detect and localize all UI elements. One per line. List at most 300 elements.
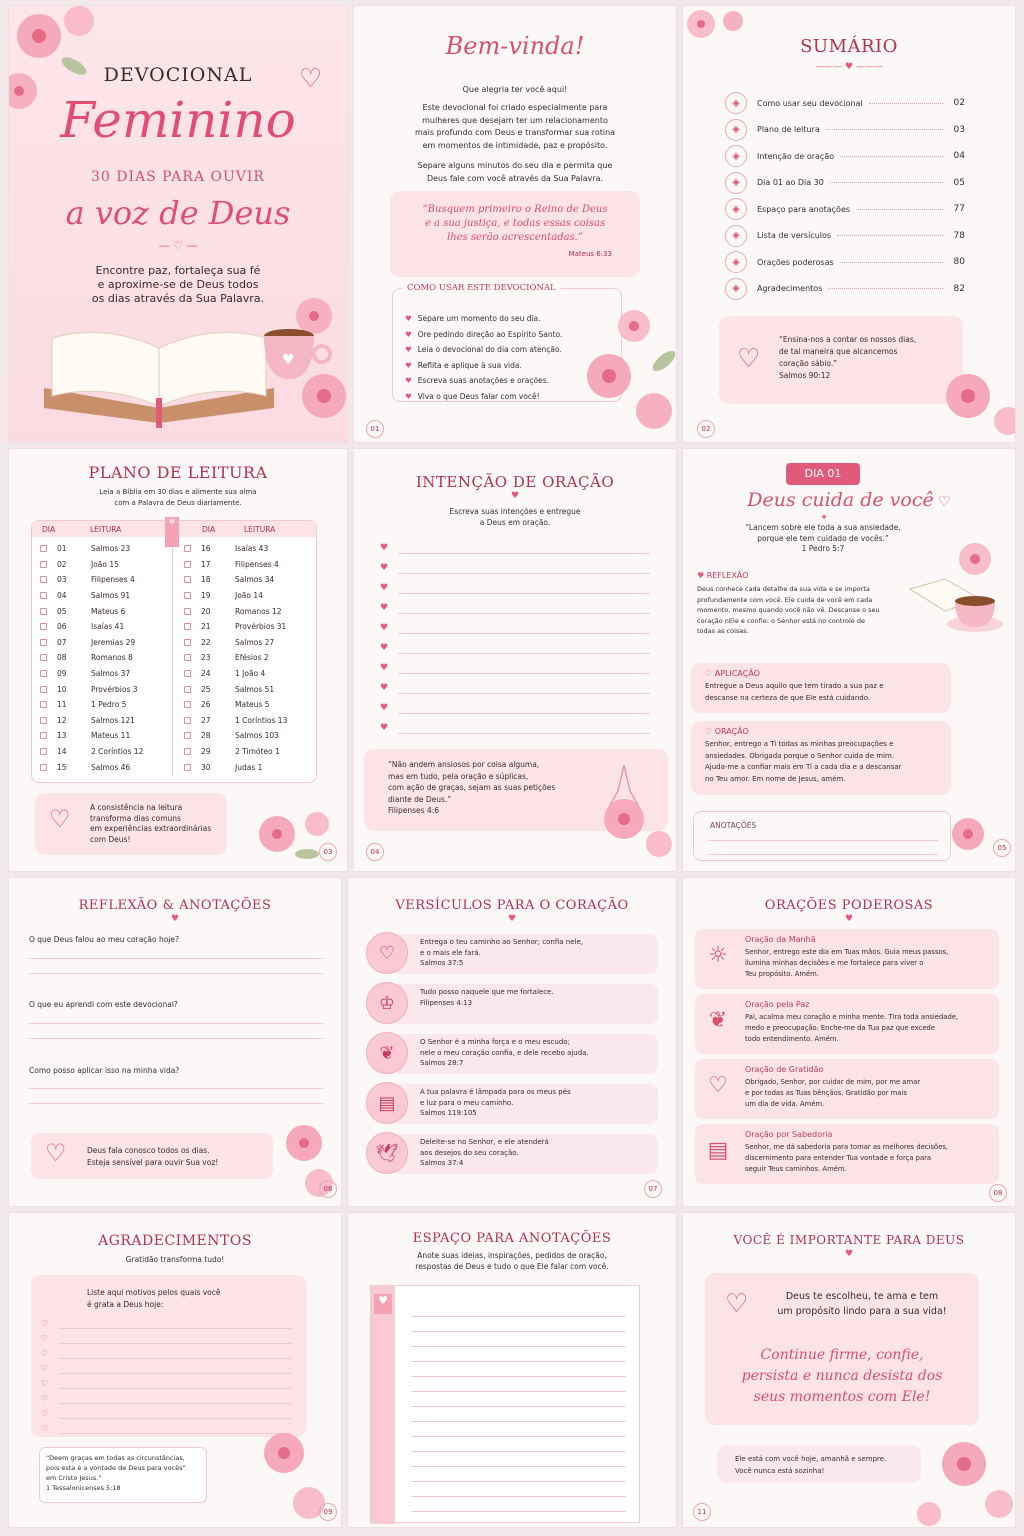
day-number: 01 [57, 544, 67, 554]
write-line[interactable] [411, 1452, 626, 1467]
write-line[interactable] [411, 1407, 626, 1422]
toc-icon: ◈ [725, 198, 747, 220]
toc-page: 04 [953, 151, 965, 162]
table-row [40, 588, 165, 604]
page-number: 11 [693, 1503, 711, 1521]
day-quote: “Lancem sobre ele toda a sua ansiedade, porque ele tem cuidado de vocês.” 1 Pedro 5:7 [745, 523, 901, 553]
write-line[interactable] [411, 1362, 626, 1377]
day-number: 08 [57, 653, 67, 663]
checkbox[interactable] [184, 717, 191, 724]
prayer-title: Oração pela Paz [745, 1000, 810, 1009]
heart-icon: ♥ [380, 543, 389, 553]
day-number: 17 [201, 559, 211, 569]
reading-ref: Mateus 6 [91, 606, 126, 616]
gratitude-line[interactable] [41, 1364, 291, 1379]
reading-ref: Salmos 23 [91, 544, 131, 554]
prayer-text: Pai, acalma meu coração e minha mente. Tira toda ansiedade, medo e preocupação. Enche-me da Tua paz que excede todo entendimento. Amém. [745, 1013, 959, 1043]
day-number: 23 [201, 653, 211, 663]
intention-line[interactable] [380, 683, 650, 703]
checkbox[interactable] [40, 608, 47, 615]
reading-ref: 1 João 4 [235, 669, 266, 679]
plan-subtitle: Leia a Bíblia em 30 dias e alimente sua alma com a Palavra de Deus diariamente. [99, 488, 257, 507]
reading-ref: Judas 1 [235, 762, 263, 772]
heart-divider: ♥ [844, 1249, 854, 1259]
prayer-text: Senhor, me dá sabedoria para tomar as melhores decisões, discernimento para entender Tua vontade e força para seguir Teus caminhos. Amém. [745, 1143, 949, 1173]
heart-icon: ♥ [374, 1294, 392, 1314]
toc-icon: ◈ [725, 145, 747, 167]
reading-ref: Salmos 51 [235, 684, 275, 694]
prayer-list [695, 929, 999, 1189]
day-number: 28 [201, 731, 211, 741]
reading-ref: Romanos 12 [235, 606, 282, 616]
intention-line[interactable] [380, 583, 650, 603]
checkbox[interactable] [184, 608, 191, 615]
day-number: 03 [57, 575, 67, 585]
intention-line[interactable] [380, 643, 650, 663]
table-row [184, 713, 309, 729]
write-line [398, 713, 650, 714]
checkbox[interactable] [184, 545, 191, 552]
day-number: 18 [201, 575, 211, 585]
how-to-section: COMO USAR ESTE DEVOCIONAL ♥ Separe um momento do seu dia. ♥ Ore pedindo direção ao Espírito Santo. ♥ Leia o devocional do dia com atenção. ♥ Reflita e aplique à sua vida. ♥ Escreva suas anotações e orações. ♥ Viva o que Deus falar com você! [392, 288, 622, 402]
checkbox[interactable] [184, 623, 191, 630]
intention-line[interactable] [380, 723, 650, 743]
day-number: 15 [57, 762, 67, 772]
write-line [398, 693, 650, 694]
prayer-text: Senhor, entrego este dia em Tuas mãos. Guia meus passos, ilumina minhas decisões e me fortalece para viver o Teu propósito. Amém. [745, 948, 949, 978]
crown-icon: ♔ [366, 982, 408, 1024]
verse-item [362, 1130, 658, 1178]
toc-page [682, 5, 1016, 443]
table-row [40, 697, 165, 713]
table-row [40, 619, 165, 635]
flower-decoration [909, 1419, 1016, 1528]
heart-icon: ♡ [725, 1289, 749, 1319]
quote-card: “Busquem primeiro o Reino de Deus e a sua justiça, e todas essas coisas lhes serão acrescentadas.” Mateus 6:33 [390, 191, 640, 277]
day-number: 27 [201, 715, 211, 725]
day-number: 09 [57, 669, 67, 679]
welcome-greeting: Que alegria ter você aqui! [462, 85, 568, 94]
how-to-item [405, 311, 562, 327]
heart-icon: ♥ [380, 623, 389, 633]
toc-icon: ◈ [725, 92, 747, 114]
toc-leader [856, 209, 943, 210]
table-row [184, 650, 309, 666]
prayer-card [695, 994, 999, 1054]
intention-subtitle: Escreva suas intenções e entregue a Deus em oração. [449, 507, 581, 527]
toc-item[interactable] [725, 196, 965, 223]
write-line [398, 573, 650, 574]
write-line[interactable] [411, 1422, 626, 1437]
heart-icon: ♡ [41, 1349, 49, 1358]
checkbox[interactable] [184, 732, 191, 739]
day-number: 07 [57, 637, 67, 647]
bible-icon: ▤ [366, 1082, 408, 1124]
heart-icon: ♡ [366, 932, 408, 974]
write-line [59, 1328, 291, 1329]
reading-ref: Mateus 5 [235, 700, 270, 710]
heart-divider: ——— ♥ ——— [815, 62, 883, 72]
welcome-title: Bem-vinda! [445, 32, 585, 60]
table-row [184, 541, 309, 557]
reflection-section: ♥ REFLEXÃO Deus conhece cada detalhe da sua vida e se importa profundamente com você. Ele cuida de você em cada momento, mesmo quando você não vê. Descanse o seu coração nEle e confie: o Senhor está no controle de todas as coisas. [697, 571, 880, 635]
prayer-title: Oração por Sabedoria [745, 1130, 833, 1139]
write-line[interactable] [411, 1497, 626, 1512]
reading-ref: Filipenses 4 [235, 559, 279, 569]
toc-item[interactable] [725, 170, 965, 197]
intention-line[interactable] [380, 543, 650, 563]
heart-icon: ♡ [41, 1379, 49, 1388]
welcome-page [353, 5, 677, 443]
prayer-card [695, 1124, 999, 1184]
toc-item[interactable] [725, 249, 965, 276]
verse-text: Deleite-se no Senhor, e ele atenderá aos desejos do seu coração. Salmos 37:4 [420, 1138, 549, 1167]
question-3: Como posso aplicar isso na minha vida? [29, 1066, 180, 1075]
prayer-text: Obrigado, Senhor, por cuidar de mim, por me amar e por todas as Tuas bênçãos. Gratidão por mais um dia de vida. Amém. [745, 1078, 921, 1108]
heart-icon: ♡ [41, 1394, 49, 1403]
day-number: 06 [57, 622, 67, 632]
verses-page [347, 877, 677, 1207]
how-to-item [405, 327, 562, 343]
question-1: O que Deus falou ao meu coração hoje? [29, 935, 180, 944]
toc-item[interactable] [725, 223, 965, 250]
reading-ref: 2 Timóteo 1 [235, 747, 280, 757]
how-to-text: Viva o que Deus falar com você! [417, 391, 540, 401]
prayer-card [695, 929, 999, 989]
checkbox[interactable] [40, 576, 47, 583]
checkbox[interactable] [184, 592, 191, 599]
write-line[interactable] [411, 1437, 626, 1452]
write-line [59, 1388, 291, 1389]
question-2: O que eu aprendi com este devocional? [29, 1000, 178, 1009]
reading-ref: Provérbios 31 [235, 622, 287, 632]
write-line[interactable] [411, 1332, 626, 1347]
day-number: 25 [201, 684, 211, 694]
intention-lines [380, 543, 650, 743]
important-card: ♡ Deus te escolheu, te ama e tem um propósito lindo para a sua vida! Continue firme, confie, persista e nunca desista dos seus momentos com Ele! [705, 1273, 979, 1425]
checkbox[interactable] [40, 717, 47, 724]
thanks-card: Liste aqui motivos pelos quais você é grata a Deus hoje: ♡ ♡ ♡ ♡ ♡ ♡ ♡ ♡ [31, 1275, 307, 1437]
table-row [40, 572, 165, 588]
application-card: ♡ APLICAÇÃO Entregue a Deus aquilo que tem tirado a sua paz e descanse na certeza de que Ele está cuidando. [691, 663, 951, 713]
reading-ref: 1 Pedro 5 [91, 700, 127, 710]
heart-icon: ♥ [405, 360, 412, 370]
intention-line[interactable] [380, 663, 650, 683]
heart-divider: ♥ [170, 914, 180, 924]
intention-line[interactable] [380, 623, 650, 643]
dove-icon: 🕊 [366, 1132, 408, 1174]
toc-icon: ◈ [725, 172, 747, 194]
table-row [40, 635, 165, 651]
flower-decoration [923, 356, 1016, 443]
write-line[interactable] [411, 1482, 626, 1497]
flower-decoration [938, 804, 1016, 868]
reading-ref: Efésios 2 [235, 653, 269, 663]
verses-title: VERSÍCULOS PARA O CORAÇÃO [395, 898, 629, 913]
toc-label: Orações poderosas [757, 257, 834, 267]
checkbox[interactable] [40, 545, 47, 552]
reading-ref: Isaías 41 [91, 622, 125, 632]
heart-icon: ♡ [299, 64, 323, 94]
heart-icon: ♥ [380, 603, 389, 613]
write-line [59, 1343, 291, 1344]
table-row [40, 681, 165, 697]
table-row [184, 557, 309, 573]
write-line [398, 553, 650, 554]
write-line [398, 633, 650, 634]
intention-line[interactable] [380, 563, 650, 583]
checkbox[interactable] [40, 654, 47, 661]
how-to-item [405, 342, 562, 358]
reflection-title: REFLEXÃO & ANOTAÇÕES [78, 898, 272, 913]
checkbox[interactable] [40, 639, 47, 646]
open-bible-illustration [34, 318, 284, 432]
thanks-subtitle: Gratidão transforma tudo! [125, 1255, 225, 1264]
checkbox[interactable] [40, 732, 47, 739]
table-row [184, 635, 309, 651]
intention-quote-card: “Não andem ansiosos por coisa alguma, mas em tudo, pela oração e súplicas, com ação de graças, sejam as suas petições diante de Deus.” Filipenses 4:6 [364, 749, 668, 831]
checkbox[interactable] [184, 639, 191, 646]
reading-ref: Jeremias 29 [91, 637, 136, 647]
heart-icon: ♥ [380, 683, 389, 693]
write-line [59, 1373, 291, 1374]
toc-label: Espaço para anotações [757, 204, 851, 214]
heart-icon: ♥ [380, 723, 389, 733]
verse-text: O Senhor é a minha força e o meu escudo; nele o meu coração confia, e dele recebo ajuda. Salmos 28:7 [420, 1038, 589, 1067]
write-line [59, 1403, 291, 1404]
day-number: 11 [57, 700, 67, 710]
toc-item[interactable] [725, 143, 965, 170]
reading-ref: Salmos 34 [235, 575, 275, 585]
toc-page: 77 [953, 204, 965, 215]
intention-page [353, 448, 677, 872]
write-line[interactable] [411, 1302, 626, 1317]
write-line [398, 653, 650, 654]
plan-title: PLANO DE LEITURA [88, 463, 268, 482]
how-to-list [405, 311, 562, 404]
write-line [59, 1358, 291, 1359]
important-page [682, 1212, 1016, 1528]
page-number: 03 [319, 843, 337, 861]
reflection-note-card: ♡ Deus fala conosco todos os dias. Esteja sensível para ouvir Sua voz! [31, 1133, 273, 1179]
toc-leader [826, 129, 943, 130]
toc-quote-card: ♡ “Ensina-nos a contar os nossos dias, de tal maneira que alcancemos coração sábio.” Salmos 90:12 [719, 316, 963, 404]
toc-list [725, 90, 965, 302]
day-number: 21 [201, 622, 211, 632]
day-badge: DIA 01 [786, 463, 860, 485]
bookmark-ribbon: ✲ [165, 517, 179, 547]
toc-leader [828, 288, 943, 289]
heart-icon: ♡ [49, 805, 71, 833]
reading-ref: Salmos 103 [235, 731, 279, 741]
gratitude-line[interactable] [41, 1349, 291, 1364]
verse-item [362, 980, 658, 1028]
day-number: 05 [57, 606, 67, 616]
reading-ref: Salmos 46 [91, 762, 131, 772]
verse-text: A tua palavra é lâmpada para os meus pés e luz para o meu caminho. Salmos 119:105 [420, 1088, 571, 1117]
toc-page: 03 [953, 124, 965, 135]
write-line[interactable] [411, 1377, 626, 1392]
toc-leader [840, 156, 943, 157]
table-row [40, 713, 165, 729]
prayer-card [695, 1059, 999, 1119]
reading-ref: Romanos 8 [91, 653, 133, 663]
checkbox[interactable] [40, 764, 47, 771]
page-number: 09 [319, 1503, 337, 1521]
table-row [40, 759, 165, 775]
heart-icon: ♡ [737, 344, 761, 374]
day-number: 22 [201, 637, 211, 647]
heart-divider: — ♡ — [158, 239, 198, 252]
checkbox[interactable] [184, 670, 191, 677]
toc-item[interactable] [725, 90, 965, 117]
toc-icon: ◈ [725, 225, 747, 247]
heart-icon: ♡ [41, 1424, 49, 1433]
checkbox[interactable] [184, 748, 191, 755]
day-number: 10 [57, 684, 67, 694]
intention-line[interactable] [380, 603, 650, 623]
page-number: 04 [366, 843, 384, 861]
cover-title-main: Feminino [60, 91, 296, 149]
checkbox[interactable] [40, 561, 47, 568]
reading-ref: Salmos 121 [91, 715, 135, 725]
toc-page: 02 [953, 98, 965, 109]
toc-label: Lista de versículos [757, 231, 832, 241]
thanks-title: AGRADECIMENTOS [98, 1233, 252, 1249]
checkbox[interactable] [40, 592, 47, 599]
day-number: 13 [57, 731, 67, 741]
write-line[interactable] [411, 1347, 626, 1362]
heart-icon: ♥ [380, 663, 389, 673]
verse-item [362, 1030, 658, 1078]
day-number: 12 [57, 715, 67, 725]
reading-ref: 1 Coríntios 13 [235, 715, 288, 725]
cover-description: Encontre paz, fortaleça sua fé e aproxime-se de Deus todos os dias através da Sua Palavra. [91, 264, 265, 305]
write-line[interactable] [411, 1467, 626, 1482]
reading-ref: João 14 [235, 591, 263, 601]
prayer-card: ♡ ORAÇÃO Senhor, entrego a Ti todas as minhas preocupações e ansiedades. Obrigada porque o Senhor cuida de mim. Ajuda-me a confiar mais em Ti a cada dia e a descansar no Teu amor. Em nome de Jesus, amém. [691, 721, 951, 795]
reading-ref: 2 Coríntios 12 [91, 747, 144, 757]
how-to-text: Separe um momento do seu dia. [417, 314, 541, 323]
intention-line[interactable] [380, 703, 650, 723]
table-row [40, 541, 165, 557]
plan-note-card: ♡ A consistência na leitura transforma dias comuns em experiências extraordinárias com Deus! [35, 793, 227, 855]
table-row [184, 619, 309, 635]
heart-icon: ♥ [380, 563, 389, 573]
table-row [184, 697, 309, 713]
plan-page [8, 448, 348, 872]
reading-ref: Salmos 91 [91, 591, 131, 601]
table-row [40, 666, 165, 682]
table-row [184, 681, 309, 697]
space-subtitle: Anote suas ideias, inspirações, pedidos de oração, respostas de Deus e tudo o que Ele falar com você. [415, 1251, 609, 1271]
important-title: VOCÊ É IMPORTANTE PARA DEUS [733, 1233, 965, 1247]
space-title: ESPAÇO PARA ANOTAÇÕES [412, 1231, 612, 1246]
heart-icon: ♥ [405, 314, 412, 323]
cover-subtitle-script: a voz de Deus [65, 194, 291, 232]
table-row [40, 603, 165, 619]
checkbox[interactable] [40, 670, 47, 677]
leaf-icon: ❦ [366, 1032, 408, 1074]
checkbox[interactable] [184, 701, 191, 708]
write-line [398, 733, 650, 734]
day-number: 16 [201, 544, 211, 554]
heart-icon: ♡ [41, 1319, 49, 1328]
write-line [398, 613, 650, 614]
notes-sheet [370, 1285, 640, 1523]
reading-ref: Filipenses 4 [91, 575, 135, 585]
thanks-page [8, 1212, 342, 1528]
reflection-page [8, 877, 342, 1207]
checkbox[interactable] [184, 654, 191, 661]
thanks-quote: “Deem graças em todas as circunstâncias, pois esta é a vontade de Deus para vocês” em Cristo Jesus.” 1 Tessalonicenses 5:18 [39, 1447, 207, 1503]
reading-ref: Isaías 43 [235, 544, 269, 554]
page-number: 08 [989, 1184, 1007, 1202]
toc-item[interactable] [725, 117, 965, 144]
checkbox[interactable] [40, 686, 47, 693]
cover-subtitle: 30 DIAS PARA OUVIR [91, 169, 265, 185]
how-to-text: Leia o devocional do dia com atenção. [417, 345, 562, 354]
important-footer-card: Ele está com você hoje, amanhã e sempre. Você nunca está sozinha! [717, 1445, 921, 1483]
write-line [398, 673, 650, 674]
write-line [398, 593, 650, 594]
gratitude-line[interactable] [41, 1379, 291, 1394]
heart-icon: ♥ [380, 643, 389, 653]
checkbox[interactable] [40, 623, 47, 630]
how-to-item [405, 358, 562, 374]
gratitude-line[interactable] [41, 1394, 291, 1409]
checkbox[interactable] [184, 764, 191, 771]
checkbox[interactable] [40, 748, 47, 755]
day-number: 14 [57, 747, 67, 757]
toc-page: 78 [953, 230, 965, 241]
gratitude-line[interactable] [41, 1334, 291, 1349]
toc-page: 80 [953, 257, 965, 268]
table-row [184, 572, 309, 588]
table-row [40, 650, 165, 666]
reading-plan-table: DIA LEITURA DIA LEITURA ✲ 01 Salmos 23 02 João 15 03 Filipenses 4 04 Salmos 91 05 Mateus 6 06 Isaías 41 07 Jeremias 29 08 Romanos 8 09 Salmos 37 10 Provérbios 3 11 1 Pedro 5 12 Salmos 121 13 Mateus 11 14 2 Coríntios 12 15 Salmos 46 16 Isaías 43 17 Filipenses 4 18 Salmos 34 19 João 14 20 Romanos 12 21 Provérbios 31 22 Salmos 27 23 Efésios 2 24 1 João 4 25 Salmos 51 26 Mateus 5 27 1 Coríntios 13 28 Salmos 103 29 2 Timóteo 1 30 Judas 1 [31, 520, 317, 783]
reading-ref: Provérbios 3 [91, 684, 138, 694]
heart-icon: ♡ [708, 1073, 728, 1098]
bookmark-ribbon [371, 1286, 395, 1524]
write-line[interactable] [411, 1317, 626, 1332]
write-line[interactable] [411, 1392, 626, 1407]
page-number: 01 [366, 420, 384, 438]
toc-title: SUMÁRIO [800, 36, 898, 57]
how-to-text: Ore pedindo direção ao Espírito Santo. [417, 329, 563, 339]
heart-icon: ♥ [405, 345, 412, 354]
checkbox[interactable] [184, 576, 191, 583]
prayer-title: Oração da Manhã [745, 935, 816, 944]
table-row [184, 588, 309, 604]
checkbox[interactable] [184, 561, 191, 568]
how-to-item [405, 389, 562, 405]
heart-divider: ♥ [507, 914, 517, 924]
notes-box: ANOTAÇÕES [693, 811, 951, 861]
checkbox[interactable] [184, 686, 191, 693]
svg-text:♥: ♥ [282, 352, 295, 368]
day-number: 30 [201, 762, 211, 772]
gratitude-line[interactable] [41, 1319, 291, 1334]
checkbox[interactable] [40, 701, 47, 708]
toc-label: Intenção de oração [757, 151, 835, 161]
toc-label: Dia 01 ao Dia 30 [757, 178, 824, 188]
sun-icon: ☼ [708, 943, 728, 968]
heart-icon: ♡ [41, 1364, 49, 1373]
cover-title-top: DEVOCIONAL [103, 64, 253, 86]
table-row [184, 728, 309, 744]
toc-item[interactable] [725, 276, 965, 303]
